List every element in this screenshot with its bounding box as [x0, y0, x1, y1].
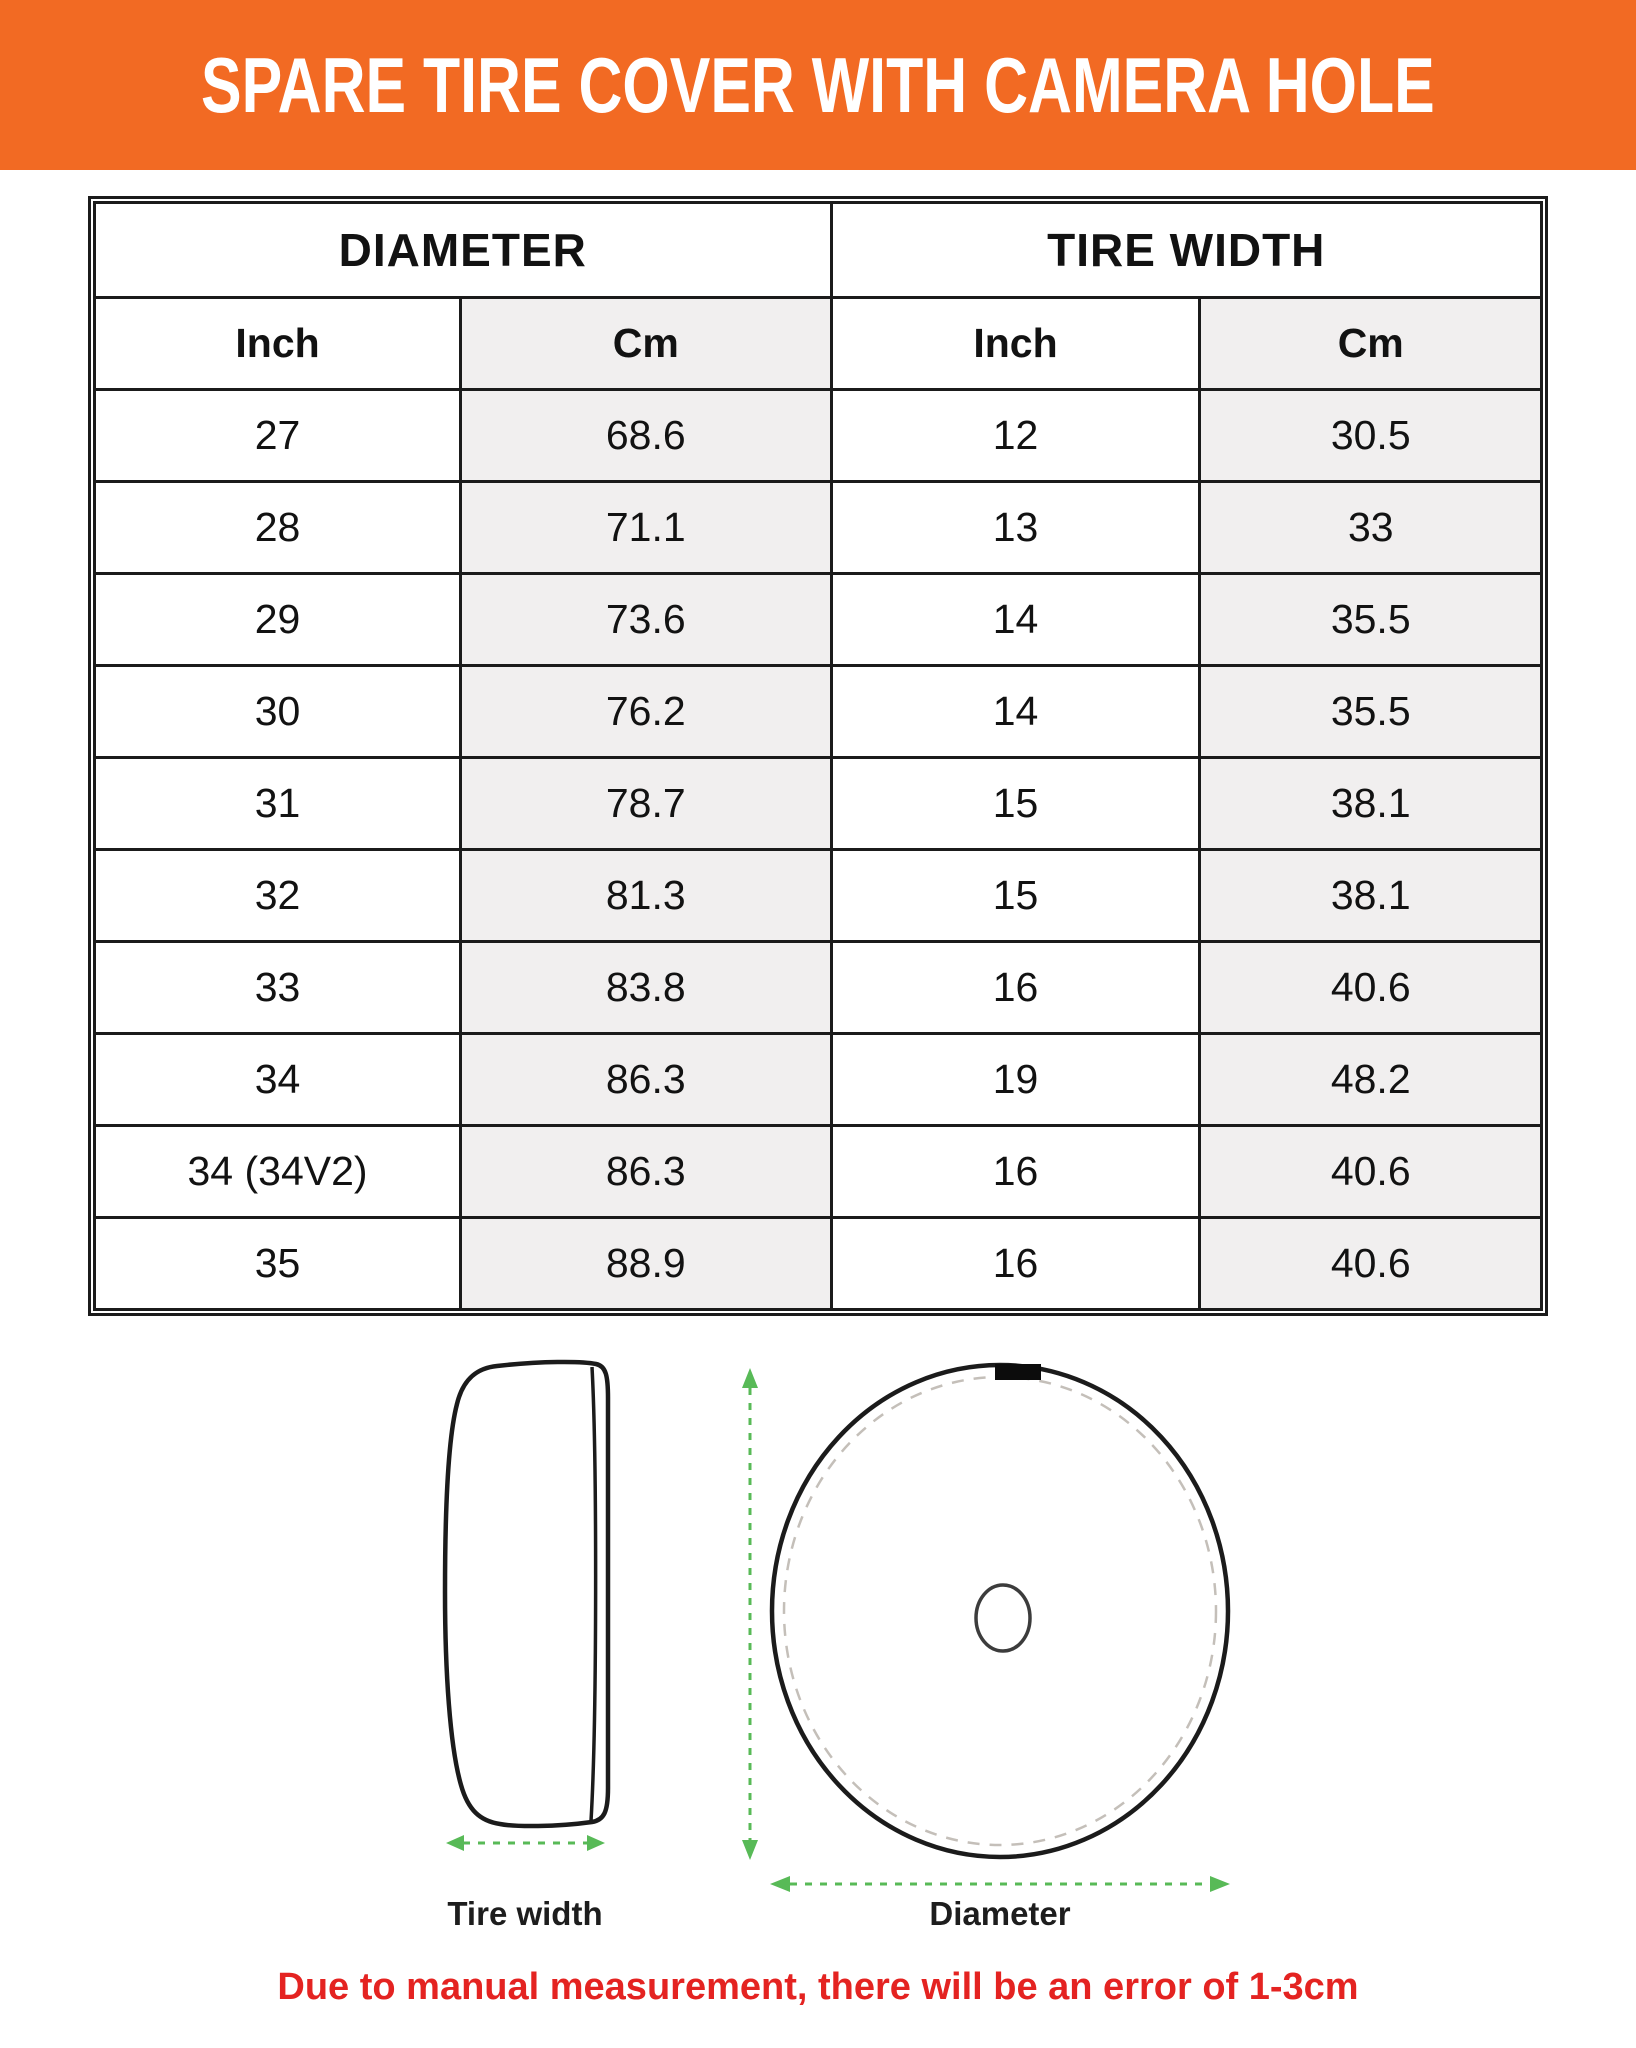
cell-width-inch: 12	[831, 390, 1200, 482]
cell-diameter-inch: 27	[95, 390, 461, 482]
cell-diameter-cm: 68.6	[461, 390, 831, 482]
cell-diameter-cm: 83.8	[461, 942, 831, 1034]
tire-width-label: Tire width	[447, 1895, 603, 1932]
col-group-diameter: DIAMETER	[95, 203, 832, 298]
cell-diameter-inch: 34	[95, 1034, 461, 1126]
cell-diameter-inch: 33	[95, 942, 461, 1034]
cell-width-cm: 40.6	[1200, 1218, 1542, 1310]
cell-diameter-cm: 81.3	[461, 850, 831, 942]
tire-side-view	[445, 1362, 608, 1826]
cell-width-inch: 16	[831, 1218, 1200, 1310]
cell-width-cm: 40.6	[1200, 942, 1542, 1034]
cell-width-inch: 13	[831, 482, 1200, 574]
diameter-horizontal-arrowhead-left	[770, 1876, 790, 1892]
cell-width-cm: 30.5	[1200, 390, 1542, 482]
tire-width-arrowhead-right	[587, 1835, 605, 1851]
cell-diameter-cm: 88.9	[461, 1218, 831, 1310]
tire-width-arrowhead-left	[446, 1835, 464, 1851]
note-text: Due to manual measurement, there will be an error of 1-3cm	[277, 1966, 1359, 2008]
cell-diameter-cm: 86.3	[461, 1034, 831, 1126]
cell-width-inch: 19	[831, 1034, 1200, 1126]
cell-diameter-inch: 34 (34V2)	[95, 1126, 461, 1218]
diameter-label: Diameter	[929, 1895, 1071, 1932]
cell-width-cm: 38.1	[1200, 758, 1542, 850]
cell-diameter-cm: 86.3	[461, 1126, 831, 1218]
cell-width-inch: 16	[831, 942, 1200, 1034]
cell-diameter-cm: 76.2	[461, 666, 831, 758]
cell-width-cm: 33	[1200, 482, 1542, 574]
col-group-tire-width: TIRE WIDTH	[831, 203, 1542, 298]
col-header-diameter-inch: Inch	[95, 298, 461, 390]
page-title: SPARE TIRE COVER WITH CAMERA HOLE	[201, 40, 1435, 129]
top-marker	[995, 1364, 1041, 1380]
cell-diameter-inch: 28	[95, 482, 461, 574]
col-header-diameter-cm: Cm	[461, 298, 831, 390]
cell-width-cm: 48.2	[1200, 1034, 1542, 1126]
cell-diameter-inch: 31	[95, 758, 461, 850]
camera-hole	[976, 1585, 1030, 1651]
cell-diameter-inch: 35	[95, 1218, 461, 1310]
cell-width-inch: 14	[831, 574, 1200, 666]
cell-width-cm: 40.6	[1200, 1126, 1542, 1218]
diameter-horizontal-arrowhead-right	[1210, 1876, 1230, 1892]
cell-width-cm: 38.1	[1200, 850, 1542, 942]
diameter-vertical-arrowhead-bottom	[742, 1840, 758, 1860]
diameter-vertical-arrowhead-top	[742, 1368, 758, 1388]
cell-width-cm: 35.5	[1200, 666, 1542, 758]
cell-width-inch: 14	[831, 666, 1200, 758]
cell-width-cm: 35.5	[1200, 574, 1542, 666]
cell-width-inch: 15	[831, 850, 1200, 942]
col-header-width-inch: Inch	[831, 298, 1200, 390]
cell-width-inch: 16	[831, 1126, 1200, 1218]
cell-diameter-inch: 29	[95, 574, 461, 666]
cell-diameter-cm: 78.7	[461, 758, 831, 850]
cell-width-inch: 15	[831, 758, 1200, 850]
cell-diameter-cm: 73.6	[461, 574, 831, 666]
col-header-width-cm: Cm	[1200, 298, 1542, 390]
cell-diameter-inch: 32	[95, 850, 461, 942]
cell-diameter-inch: 30	[95, 666, 461, 758]
cell-diameter-cm: 71.1	[461, 482, 831, 574]
